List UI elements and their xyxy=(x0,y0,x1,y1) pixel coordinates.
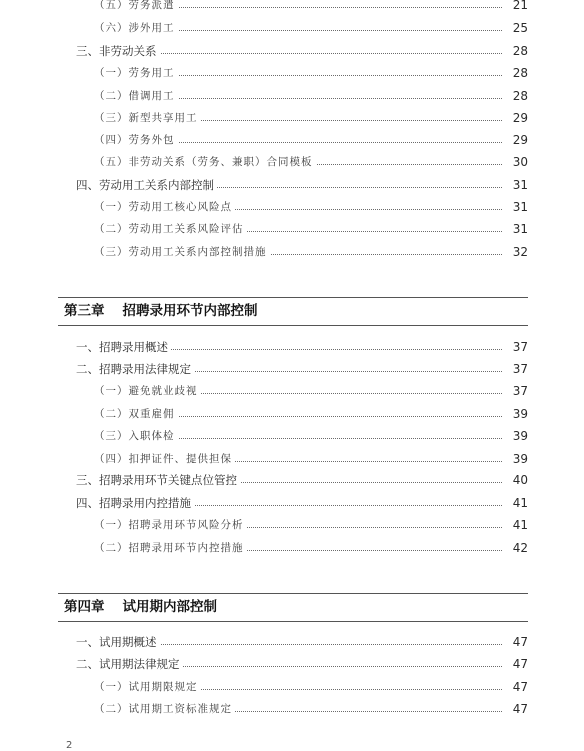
toc-entry-page: 37 xyxy=(502,360,528,378)
toc-entry-page: 29 xyxy=(502,131,528,149)
chapter-heading[interactable] xyxy=(64,300,258,322)
toc-entry-page: 39 xyxy=(502,405,528,423)
chapter-rule-top xyxy=(58,297,528,298)
toc-entry-page: 28 xyxy=(502,64,528,82)
toc-entry-page: 28 xyxy=(502,42,528,60)
toc-entry-label: （六）涉外用工 xyxy=(94,19,178,37)
toc-entry-page: 37 xyxy=(502,338,528,356)
toc-entry-page: 41 xyxy=(502,494,528,512)
toc-entry-label: （三）劳动用工关系内部控制措施 xyxy=(94,243,270,261)
toc-entry[interactable] xyxy=(0,678,584,696)
chapter-heading[interactable] xyxy=(64,596,217,618)
toc-entry-label: （二）招聘录用环节内控措施 xyxy=(94,539,247,557)
toc-entry-label: 一、招聘录用概述 xyxy=(76,338,171,356)
toc-entry-label: 四、招聘录用内控措施 xyxy=(76,494,194,512)
toc-entry-label: （四）扣押证件、提供担保 xyxy=(94,450,235,468)
toc-entry-page: 37 xyxy=(502,382,528,400)
toc-entry[interactable] xyxy=(0,539,584,557)
toc-entry-label: （二）借调用工 xyxy=(94,87,178,105)
toc-entry-page: 32 xyxy=(502,243,528,261)
toc-entry-label: 四、劳动用工关系内部控制 xyxy=(76,176,217,194)
chapter-number: 第三章 xyxy=(64,303,105,319)
toc-entry[interactable] xyxy=(0,176,584,194)
toc-entry[interactable] xyxy=(0,633,584,651)
toc-entry[interactable] xyxy=(0,0,584,14)
page-number: 2 xyxy=(66,740,73,751)
toc-entry-label: 三、招聘录用环节关键点位管控 xyxy=(76,471,240,489)
toc-entry[interactable] xyxy=(0,109,584,127)
toc-entry[interactable] xyxy=(0,382,584,400)
toc-entry-label: （一）避免就业歧视 xyxy=(94,382,201,400)
toc-entry[interactable] xyxy=(0,64,584,82)
toc-entry-label: （四）劳务外包 xyxy=(94,131,178,149)
toc-entry-label: （三）新型共享用工 xyxy=(94,109,201,127)
toc-entry-page: 31 xyxy=(502,176,528,194)
toc-entry[interactable] xyxy=(0,471,584,489)
toc-entry[interactable] xyxy=(0,243,584,261)
toc-entry-label: （二）劳动用工关系风险评估 xyxy=(94,220,247,238)
toc-entry[interactable] xyxy=(0,700,584,718)
toc-entry-label: 二、试用期法律规定 xyxy=(76,655,183,673)
toc-entry[interactable] xyxy=(0,153,584,171)
toc-entry-page: 47 xyxy=(502,700,528,718)
toc-entry-page: 31 xyxy=(502,220,528,238)
chapter-rule-top xyxy=(58,593,528,594)
chapter-number: 第四章 xyxy=(64,599,105,615)
toc-entry-page: 47 xyxy=(502,655,528,673)
toc-entry[interactable] xyxy=(0,427,584,445)
chapter-title-text: 试用期内部控制 xyxy=(122,599,217,615)
toc-entry[interactable] xyxy=(0,338,584,356)
toc-entry-page: 40 xyxy=(502,471,528,489)
toc-entry-page: 39 xyxy=(502,427,528,445)
toc-entry-label: 一、试用期概述 xyxy=(76,633,160,651)
toc-entry-label: （二）试用期工资标准规定 xyxy=(94,700,235,718)
toc-entry[interactable] xyxy=(0,131,584,149)
toc-entry-page: 25 xyxy=(502,19,528,37)
toc-entry-page: 28 xyxy=(502,87,528,105)
toc-entry-label: （一）招聘录用环节风险分析 xyxy=(94,516,247,534)
toc-entry[interactable] xyxy=(0,516,584,534)
toc-entry-label: 三、非劳动关系 xyxy=(76,42,160,60)
toc-entry[interactable] xyxy=(0,494,584,512)
toc-entry-label: （一）试用期限规定 xyxy=(94,678,201,696)
toc-entry[interactable] xyxy=(0,405,584,423)
toc-entry-label: （二）双重雇佣 xyxy=(94,405,178,423)
toc-entry-label: 二、招聘录用法律规定 xyxy=(76,360,194,378)
toc-entry[interactable] xyxy=(0,655,584,673)
toc-entry[interactable] xyxy=(0,220,584,238)
toc-entry-page: 47 xyxy=(502,678,528,696)
toc-entry-page: 39 xyxy=(502,450,528,468)
toc-entry-page: 30 xyxy=(502,153,528,171)
toc-entry-page: 21 xyxy=(502,0,528,14)
toc-entry[interactable] xyxy=(0,450,584,468)
toc-entry-page: 42 xyxy=(502,539,528,557)
toc-entry-page: 31 xyxy=(502,198,528,216)
chapter-rule-bottom xyxy=(58,621,528,622)
toc-entry-label: （五）非劳动关系（劳务、兼职）合同模板 xyxy=(94,153,316,171)
toc-entry-page: 29 xyxy=(502,109,528,127)
toc-entry[interactable] xyxy=(0,42,584,60)
toc-entry-label: （五）劳务派遣 xyxy=(94,0,178,14)
chapter-rule-bottom xyxy=(58,325,528,326)
toc-entry[interactable] xyxy=(0,87,584,105)
toc-entry-label: （三）入职体检 xyxy=(94,427,178,445)
toc-entry-page: 47 xyxy=(502,633,528,651)
toc-entry[interactable] xyxy=(0,198,584,216)
toc-entry[interactable] xyxy=(0,19,584,37)
toc-entry-page: 41 xyxy=(502,516,528,534)
toc-entry-label: （一）劳动用工核心风险点 xyxy=(94,198,235,216)
chapter-title-text: 招聘录用环节内部控制 xyxy=(122,303,258,319)
toc-entry-label: （一）劳务用工 xyxy=(94,64,178,82)
toc-entry[interactable] xyxy=(0,360,584,378)
